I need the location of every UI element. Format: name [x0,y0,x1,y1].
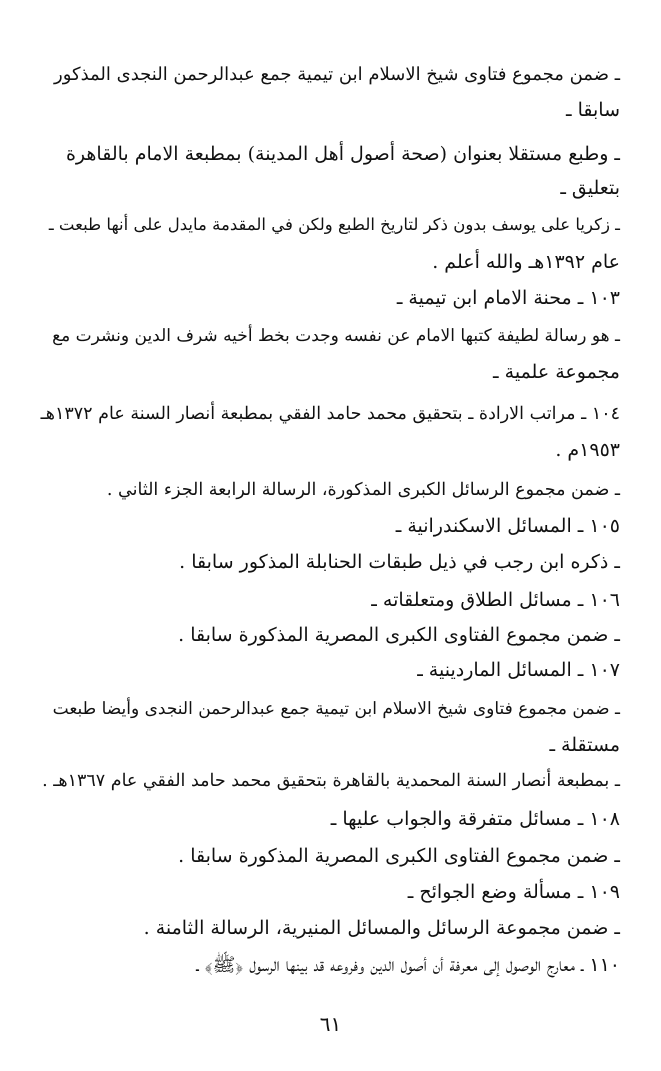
text-line: ١٠٥ ـ المسائل الاسكندرانية ـ [395,515,620,537]
text-line: ـ ضمن مجموعة الرسائل والمسائل المنيرية، الرسالة الثامنة . [143,917,620,939]
text-line: ١٩٥٣م . [555,439,620,461]
text-line: ـ ضمن مجموع الفتاوى الكبرى المصرية المذكورة سابقا . [178,845,620,867]
text-line: ـ ضمن مجموع فتاوى شيخ الاسلام ابن تيمية جمع عبدالرحمن النجدى وأيضا طبعت [52,699,620,719]
text-line: ـ هو رسالة لطيفة كتبها الامام عن نفسه وجدت بخط أخيه شرف الدين ونشرت مع [52,326,620,346]
text-line: عام ١٣٩٢هـ والله أعلم . [432,251,620,273]
text-line: ـ ضمن مجموع الفتاوى الكبرى المصرية المذكورة سابقا . [178,624,620,646]
text-line: ـ بمطبعة أنصار السنة المحمدية بالقاهرة بتحقيق محمد حامد الفقي عام ١٣٦٧هـ . [42,771,620,791]
text-line: ١١٠ ـ معارج الوصول إلى معرفة أن أصول الدين وفروعه قد بينها الرسول ﴿ﷺ﴾ ـ [196,954,620,976]
text-line: ـ ضمن مجموع فتاوى شيخ الاسلام ابن تيمية جمع عبدالرحمن النجدى المذكور [54,64,620,85]
text-line: مجموعة علمية ـ [493,361,620,383]
text-line: ـ زكريا على يوسف بدون ذكر لتاريخ الطبع ولكن في المقدمة مايدل على أنها طبعت ـ [48,215,620,234]
text-line: سابقا ـ [565,99,620,121]
page-number: ٦١ [319,1012,342,1036]
text-line: ١٠٩ ـ مسألة وضع الجوائح ـ [407,881,620,903]
text-line: بتعليق ـ [560,177,620,199]
text-line: ١٠٦ ـ مسائل الطلاق ومتعلقاته ـ [371,589,620,611]
text-line: ١٠٤ ـ مراتب الارادة ـ بتحقيق محمد حامد الفقي بمطبعة أنصار السنة عام ١٣٧٢هـ [40,404,620,424]
text-line: ـ ضمن مجموع الرسائل الكبرى المذكورة، الرسالة الرابعة الجزء الثاني . [106,480,620,500]
text-line: مستقلة ـ [549,734,620,756]
text-line: ـ وطبع مستقلا بعنوان (صحة أصول أهل المدينة) بمطبعة الامام بالقاهرة [65,143,620,165]
text-line: ـ ذكره ابن رجب في ذيل طبقات الحنابلة المذكور سابقا . [179,551,620,573]
text-line: ١٠٧ ـ المسائل الماردينية ـ [417,659,620,681]
text-line: ١٠٣ ـ محنة الامام ابن تيمية ـ [396,287,620,309]
text-line: ١٠٨ ـ مسائل متفرقة والجواب عليها ـ [330,808,620,830]
